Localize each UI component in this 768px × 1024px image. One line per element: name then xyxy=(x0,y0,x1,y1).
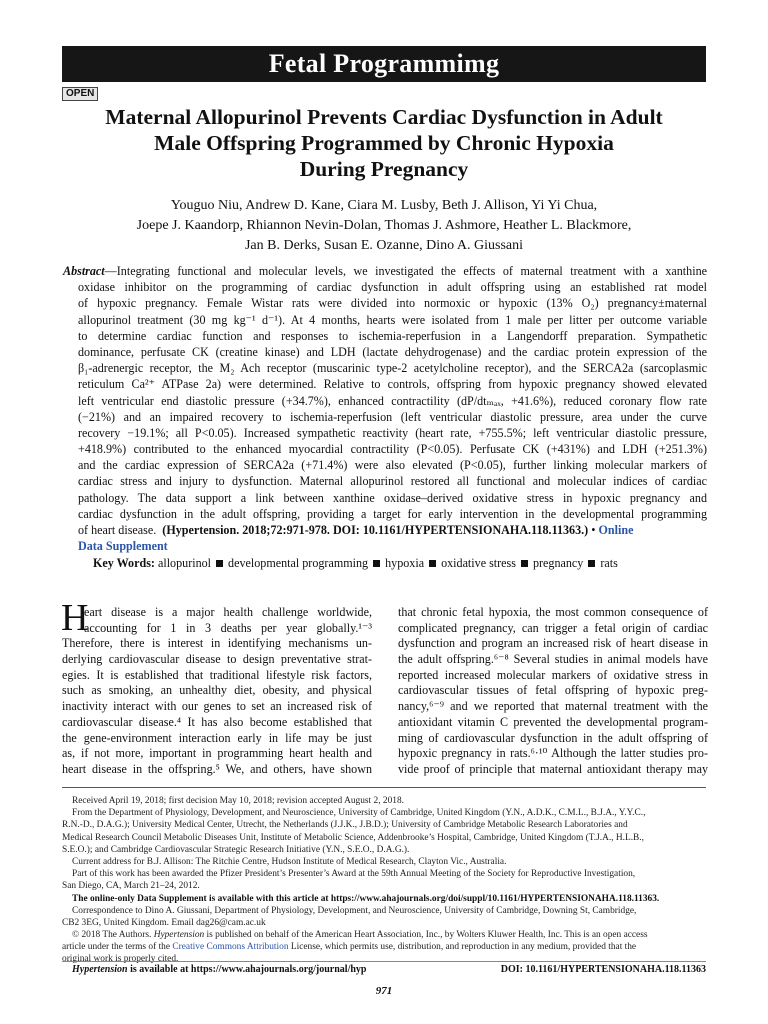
author-line: Jan B. Derks, Susan E. Ozanne, Dino A. Giussani xyxy=(244,238,524,253)
body-line: dysfunction and program an increased risk of heart disease in xyxy=(398,636,708,651)
body-line: reported increased molecular markers of oxidative stress in xyxy=(398,667,708,682)
body-line: ming of cardiovascular dysfunction in the adult offspring of xyxy=(398,730,708,745)
note-line: S.E.O.); and Cambridge Cardiovascular Strategic Research Initiative (Y.N., S.E.O., D.A.G.). xyxy=(62,844,410,855)
abstract-line: and the cardiac expression of SERCA2a (+71.4%) were also elevated (P<0.05), further linking molecular markers of xyxy=(78,458,707,473)
footer-availability xyxy=(72,964,366,975)
title-line: Male Offspring Programmed by Chronic Hypoxia xyxy=(154,131,614,155)
abstract-line: left ventricular end diastolic pressure (+34.7%), enhanced contractility (dP/dtₘₐₓ, +41.6%), reduced coronary flow rate xyxy=(78,393,707,408)
abstract-lead: Abstract xyxy=(63,264,105,278)
abstract-line: oxidase inhibitor on the programming of cardiac dysfunction in adult offspring using an established rat model xyxy=(78,280,707,295)
abstract-line: cardiac dysfunction in the adult offspring, providing a target for early intervention in the developmental programming xyxy=(78,506,707,521)
online-supplement-link[interactable]: Online xyxy=(598,523,634,537)
journal-name: Hypertension xyxy=(153,930,205,941)
keyword: allopurinol xyxy=(157,556,212,570)
keyword: oxidative stress xyxy=(441,556,516,570)
abstract-line xyxy=(63,522,707,538)
article-notes xyxy=(62,795,706,966)
open-access-badge: OPEN xyxy=(62,87,98,101)
body-line: that chronic fetal hypoxia, the most common consequence of xyxy=(398,605,708,619)
abstract-text: of heart disease. xyxy=(78,523,157,537)
abstract-line: of hypoxic pregnancy. Female Wistar rats were divided into normoxic or hypoxic (13% O₂) pregnancy±maternal xyxy=(78,296,707,311)
body-column-right xyxy=(398,605,708,778)
abstract-line: pathology. The data support a link between xanthine oxidase–derived oxidative stress in hypoxic pregnancy and xyxy=(78,490,707,505)
body-line: complicated pregnancy, can trigger a fetal origin of cardiac xyxy=(398,620,708,635)
section-banner: Fetal Programmimg xyxy=(62,46,706,82)
author-line: Youguo Niu, Andrew D. Kane, Ciara M. Lusby, Beth J. Allison, Yi Yi Chua, xyxy=(170,198,598,213)
note-line xyxy=(62,929,706,941)
abstract-line: β₁-adrenergic receptor, the M₂ Ach receptor (muscarinic type-2 acetylcholine receptor), and the SERCA2a (sarcoplasmic xyxy=(78,361,707,376)
abstract-line xyxy=(63,263,707,279)
abstract-line: dominance, perfusate CK (creatine kinase) and LDH (lactate dehydrogenase) and the cardiac protein expression of the xyxy=(78,344,707,359)
note-text: article under the terms of the xyxy=(62,942,173,953)
body-column-left xyxy=(61,597,372,778)
abstract-line: +418.9%) contributed to the enhanced myocardial contractility (P<0.05). Perfusate CK (+431%) and LDH (+251.3%) xyxy=(78,442,707,457)
title-line: During Pregnancy xyxy=(299,157,469,181)
abstract-line: reticulum Ca²⁺ ATPase 2a) were determined. Relative to controls, offspring from hypoxic pregnancy showed elevated xyxy=(78,377,707,392)
note-line: From the Department of Physiology, Development, and Neuroscience, University of Cambridge, United Kingdom (Y.N., A.D.K., C.M.L., B.J.A., Y.Y.C., xyxy=(72,808,646,819)
note-line: R.N.-D., D.A.G.); University Medical Center, Utrecht, the Netherlands (J.J.K., J.B.D.); University of Cambridge Metabolic Research Laboratories and xyxy=(62,820,628,831)
article-title xyxy=(40,104,728,182)
drop-cap: H xyxy=(61,597,89,639)
body-line: egies. It is established that traditional lifestyle risk factors, xyxy=(62,667,372,682)
keyword: developmental programming xyxy=(228,556,369,570)
abstract-text: —Integrating functional and molecular levels, we investigated the effects of maternal treatment with a xanthine xyxy=(104,264,707,278)
keyword: hypoxia xyxy=(385,556,425,570)
note-line: Medical Research Council Metabolic Diseases Unit, Institute of Metabolic Science, Addenbrooke’s Hospital, Cambridge, United Kingdom (T.J.A., H.L.B., xyxy=(62,832,644,843)
square-bullet-icon xyxy=(521,560,528,567)
body-line: cardiovascular tissues of fetal offspring of hypoxic preg- xyxy=(398,683,708,698)
title-line: Maternal Allopurinol Prevents Cardiac Dysfunction in Adult xyxy=(105,105,663,129)
note-line xyxy=(62,941,706,953)
note-text: is published on behalf of the American Heart Association, Inc., by Wolters Kluwer Health, Inc. This is an open access xyxy=(204,930,648,941)
note-line: Part of this work has been awarded the Pfizer President’s Presenter’s Award at the 59th Annual Meeting of the Society for Reproductive Investigation, xyxy=(72,869,636,880)
footer-doi: DOI: 10.1161/HYPERTENSIONAHA.118.11363 xyxy=(500,964,706,975)
citation: (Hypertension. 2018;72:971-978. DOI: 10.1161/HYPERTENSIONAHA.118.11363.) xyxy=(162,523,589,537)
body-line: inactivity interact with our genes to set an increased risk of xyxy=(62,699,372,714)
note-line: CB2 3EG, United Kingdom. Email dag26@cam.ac.uk xyxy=(62,917,266,928)
page-number: 971 xyxy=(375,985,393,997)
note-text: © 2018 The Authors. xyxy=(72,930,154,941)
keyword: pregnancy xyxy=(532,556,584,570)
note-line: Correspondence to Dino A. Giussani, Department of Physiology, Development, and Neuroscience, University of Cambridge, Downing St, Cambridge, xyxy=(72,905,637,916)
abstract-line: cardiac stress and injury to dysfunction. Maternal allopurinol restored all functional and molecular indices of cardiac xyxy=(78,474,707,489)
license-link[interactable]: Creative Commons Attribution xyxy=(172,942,289,953)
online-supplement-link[interactable]: Data Supplement xyxy=(78,539,168,554)
note-line: original work is properly cited. xyxy=(62,954,179,965)
note-line xyxy=(62,893,706,905)
body-line: hypoxic pregnancy in rats.⁶·¹⁰ Although the latter studies pro- xyxy=(398,746,708,761)
square-bullet-icon xyxy=(216,560,223,567)
author-line: Joepe J. Kaandorp, Rhiannon Nevin-Dolan, Thomas J. Ashmore, Heather L. Blackmore, xyxy=(136,218,632,233)
abstract-line: (−21%) and an impaired recovery to ischemia-reperfusion (left ventricular diastolic pressure, area under the curve xyxy=(78,409,707,424)
body-line: the gene-environment interaction early in life may be just xyxy=(62,730,372,745)
keywords-label: Key Words: xyxy=(93,556,155,570)
note-line: Received April 19, 2018; first decision May 10, 2018; revision accepted August 2, 2018. xyxy=(72,796,404,806)
abstract-line xyxy=(63,538,707,554)
body-line: antioxidant vitamin C prevented the developmental program- xyxy=(398,714,708,729)
square-bullet-icon xyxy=(429,560,436,567)
square-bullet-icon xyxy=(373,560,380,567)
body-line: derlying cardiovascular disease to design preventative strat- xyxy=(62,652,372,667)
abstract-line: recovery −19.1%; all P<0.05). Increased sympathetic reactivity (heart rate, +755.5%; left ventricular diastolic pressure, xyxy=(78,425,707,440)
journal-name: Hypertension xyxy=(72,964,128,975)
body-line: the adult offspring.⁶⁻⁸ Several studies in animal models have xyxy=(398,652,708,667)
footer-text: is available at https://www.ahajournals.org/journal/hyp xyxy=(127,964,367,975)
footer-divider xyxy=(62,961,706,962)
body-line: accounting for 1 in 3 deaths per year globally.¹⁻³ xyxy=(84,620,372,635)
body-line: as, if not more, important in programming heart health and xyxy=(62,746,372,761)
author-list xyxy=(40,196,728,256)
body-line: such as smoking, an unhealthy diet, obesity, and physical xyxy=(62,683,372,698)
note-line: Current address for B.J. Allison: The Ritchie Centre, Hudson Institute of Medical Research, Clayton Vic., Australia. xyxy=(72,856,507,867)
body-line: nancy,⁶⁻⁹ and we reported that maternal treatment with the xyxy=(398,699,708,714)
body-line: eart disease is a major health challenge worldwide, xyxy=(84,605,372,619)
abstract-line: to determine cardiac function and responses to ischemia-reperfusion in a Langendorff preparation. Sympathetic xyxy=(78,328,707,343)
bullet: • xyxy=(591,523,596,537)
notes-divider xyxy=(62,787,706,788)
body-line: cardiovascular disease.⁴ It has also become established that xyxy=(62,714,372,729)
body-line: heart disease in the offspring.⁵ We, and others, have shown xyxy=(62,761,372,776)
abstract-line: allopurinol treatment (30 mg kg⁻¹ d⁻¹). At 4 months, hearts were isolated from 1 male per litter per outcome variable xyxy=(78,312,707,327)
keyword: rats xyxy=(600,556,618,570)
square-bullet-icon xyxy=(588,560,595,567)
abstract xyxy=(63,263,707,554)
supplement-note: The online-only Data Supplement is available with this article at https://www.ahajournals.org/doi/suppl/10.1161/HYPERTENSIONAHA.118.11363. xyxy=(72,893,660,904)
keywords xyxy=(93,556,618,571)
note-text: License, which permits use, distribution, and reproduction in any medium, provided that the xyxy=(288,942,637,953)
note-line: San Diego, CA, March 21–24, 2012. xyxy=(62,881,200,892)
body-line: Therefore, there is interest in identifying mechanisms un- xyxy=(62,636,372,651)
body-line: vide proof of principle that maternal antioxidant therapy may xyxy=(398,761,708,776)
